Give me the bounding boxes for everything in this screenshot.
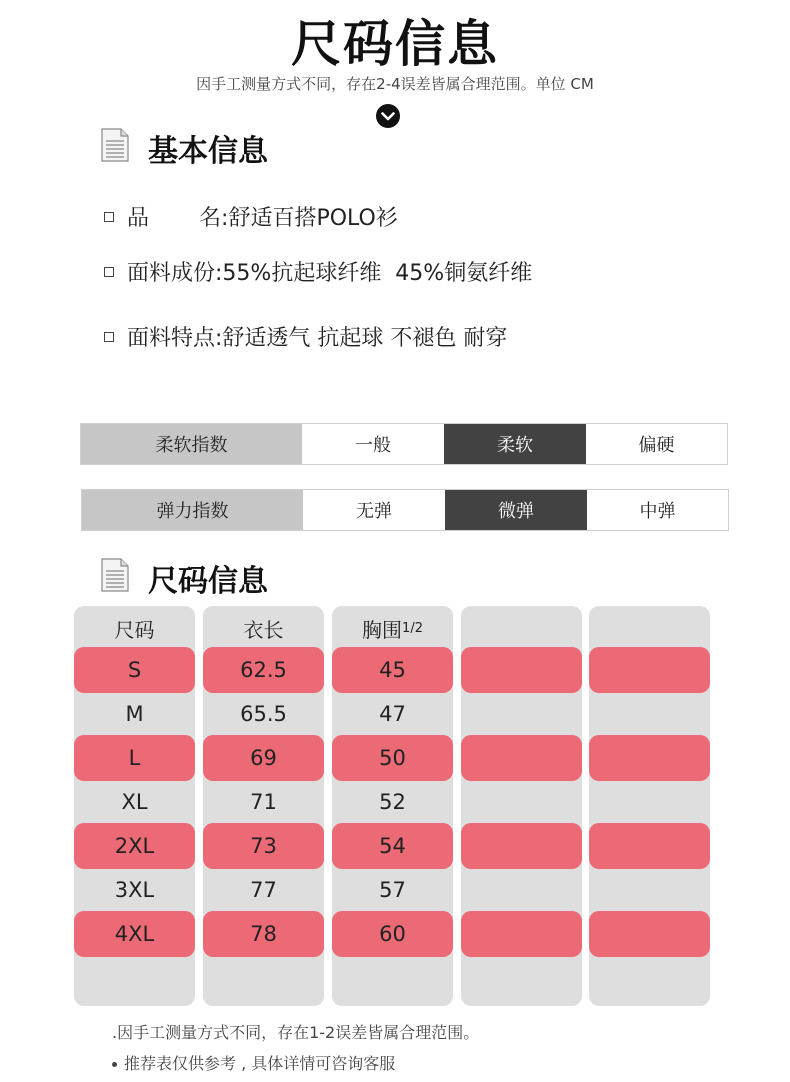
table-cell-length: 77	[250, 878, 277, 902]
table-cell-empty	[461, 868, 582, 912]
info-value-features: 舒适透气 抗起球 不褪色 耐穿	[222, 326, 508, 351]
table-cell-length: 62.5	[203, 647, 324, 693]
note-line-2: 推荐表仅供参考 , 具体详情可咨询客服	[124, 1054, 396, 1073]
chest-column	[332, 606, 453, 1006]
table-cell-size: M	[125, 702, 144, 726]
table-cell-length: 78	[203, 911, 324, 957]
table-cell-length: 65.5	[240, 702, 287, 726]
chest-header	[332, 606, 453, 648]
table-cell-empty	[461, 692, 582, 736]
table-cell-size: XL	[121, 790, 148, 814]
softness-option-normal: 一般	[302, 424, 444, 464]
table-cell-length: 71	[250, 790, 277, 814]
softness-index-row	[80, 423, 728, 465]
note-line-1: .因手工测量方式不同，存在1-2误差皆属合理范围。	[112, 1023, 480, 1042]
bullet-dot-icon	[112, 1062, 117, 1067]
table-cell-empty	[461, 911, 582, 957]
table-cell-chest: 45	[332, 647, 453, 693]
bullet-square-icon	[104, 212, 114, 222]
info-item-fabric	[104, 256, 532, 287]
size-column	[74, 606, 195, 1006]
page-title: 尺码信息	[291, 15, 499, 73]
table-cell-chest: 60	[332, 911, 453, 957]
table-cell-chest: 54	[332, 823, 453, 869]
table-cell-empty	[589, 735, 710, 781]
info-item-features	[104, 321, 507, 352]
empty-column-1	[461, 606, 582, 1006]
chevron-down-icon	[376, 104, 400, 128]
size-header: 尺码	[114, 617, 155, 642]
info-label-fabric: 面料成份:	[127, 261, 223, 286]
table-cell-size: 4XL	[74, 911, 195, 957]
table-cell-size: L	[74, 735, 195, 781]
info-label-pin: 品	[127, 206, 150, 231]
bullet-square-icon	[104, 332, 114, 342]
note-line-2-wrap	[112, 1051, 395, 1074]
table-cell-empty	[589, 868, 710, 912]
table-cell-empty	[461, 823, 582, 869]
table-cell-empty	[589, 780, 710, 824]
table-cell-empty	[589, 911, 710, 957]
info-value-name: 舒适百搭POLO衫	[228, 206, 398, 231]
basic-info-title: 基本信息	[148, 134, 268, 169]
document-icon	[101, 128, 129, 162]
elasticity-label: 弹力指数	[82, 490, 303, 530]
length-header: 衣长	[243, 617, 284, 642]
table-cell-size: S	[74, 647, 195, 693]
measurement-note: 因手工测量方式不同，存在2-4误差皆属合理范围。单位 CM	[196, 75, 594, 93]
table-cell-empty	[589, 692, 710, 736]
elasticity-option-slight: 微弹	[445, 490, 587, 530]
softness-label: 柔软指数	[81, 424, 302, 464]
length-column	[203, 606, 324, 1006]
elasticity-option-medium: 中弹	[587, 490, 728, 530]
softness-option-soft: 柔软	[444, 424, 586, 464]
chest-header-label: 胸围	[362, 617, 403, 642]
table-cell-size: 3XL	[114, 878, 155, 902]
table-cell-size: 2XL	[74, 823, 195, 869]
document-icon	[101, 558, 129, 592]
softness-option-hard: 偏硬	[586, 424, 727, 464]
table-cell-chest: 47	[379, 702, 406, 726]
table-cell-empty	[461, 647, 582, 693]
info-label-ming: 名:	[199, 206, 229, 231]
elasticity-index-row	[81, 489, 729, 531]
table-cell-chest: 50	[332, 735, 453, 781]
table-cell-length: 73	[203, 823, 324, 869]
chest-header-sub: /2	[410, 620, 423, 636]
info-value-fabric: 55%抗起球纤维 45%铜氨纤维	[222, 261, 533, 286]
info-label-features: 面料特点:	[127, 326, 223, 351]
elasticity-option-none: 无弹	[303, 490, 445, 530]
table-cell-empty	[461, 735, 582, 781]
empty-column-2	[589, 606, 710, 1006]
table-cell-chest: 57	[379, 878, 406, 902]
table-cell-empty	[461, 780, 582, 824]
chest-header-sup: 1	[402, 620, 411, 636]
table-cell-length: 69	[203, 735, 324, 781]
bullet-square-icon	[104, 267, 114, 277]
table-cell-chest: 52	[379, 790, 406, 814]
info-item-name	[104, 201, 398, 232]
size-info-title: 尺码信息	[148, 564, 268, 599]
table-cell-empty	[589, 647, 710, 693]
table-cell-empty	[589, 823, 710, 869]
